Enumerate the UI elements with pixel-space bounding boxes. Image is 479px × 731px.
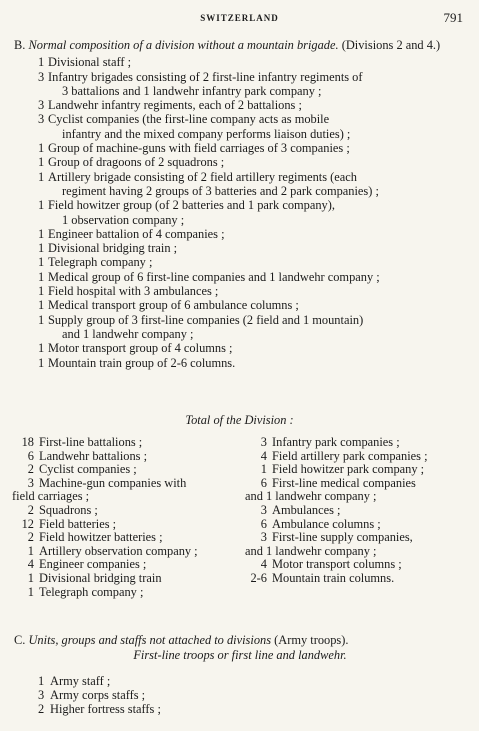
- item-text: Landwehr infantry regiments, each of 2 battalions ;: [48, 98, 302, 113]
- item-number: 3: [38, 688, 45, 702]
- total-row: [12, 518, 238, 532]
- total-row: [12, 572, 238, 586]
- item-text: Field hospital with 3 ambulances ;: [48, 284, 219, 299]
- item-continuation: 3 battalions and 1 landwehr infantry park company ;: [62, 83, 322, 98]
- total-text: Engineer companies ;: [39, 557, 147, 572]
- total-number: 2: [27, 530, 34, 545]
- total-number: 3: [260, 435, 267, 449]
- total-right-column: [245, 436, 471, 586]
- army-troops-list: [14, 674, 466, 716]
- total-text: Field howitzer batteries ;: [39, 530, 163, 545]
- total-text: Telegraph company ;: [39, 584, 144, 599]
- total-row: [245, 504, 471, 518]
- list-item: [14, 112, 466, 126]
- item-text: Group of machine-guns with field carriages of 3 companies ;: [48, 141, 350, 156]
- section-b: [14, 38, 466, 370]
- item-number: 1: [38, 312, 45, 327]
- item-text: Army staff ;: [50, 674, 111, 688]
- total-number: 3: [27, 475, 34, 490]
- total-row: [245, 531, 471, 545]
- item-text: Higher fortress staffs ;: [50, 702, 161, 716]
- list-item: [14, 141, 466, 155]
- item-number: 1: [38, 341, 45, 356]
- total-text: Ambulance columns ;: [272, 516, 381, 531]
- item-text: Divisional bridging train ;: [48, 241, 178, 256]
- total-text: Squadrons ;: [39, 502, 98, 517]
- item-text: Infantry brigades consisting of 2 first-line infantry regiments of: [48, 69, 363, 84]
- list-item: [14, 356, 466, 370]
- section-note: (Divisions 2 and 4.): [341, 38, 441, 52]
- item-text: Group of dragoons of 2 squadrons ;: [48, 155, 225, 170]
- item-number: 2: [38, 702, 45, 716]
- total-text: Artillery observation company ;: [39, 543, 198, 558]
- total-row: [12, 477, 238, 491]
- total-text: Landwehr battalions ;: [39, 448, 148, 463]
- list-item: [14, 70, 466, 84]
- section-subtitle: First-line troops or first line and landwehr.: [133, 648, 347, 662]
- section-c-heading: [14, 633, 466, 647]
- total-number: 2: [27, 502, 34, 517]
- list-item: [14, 98, 466, 112]
- item-number: 1: [38, 674, 45, 688]
- list-item: [14, 702, 466, 716]
- total-row: [245, 450, 471, 464]
- total-text: Mountain train columns.: [272, 570, 395, 585]
- total-number: 3: [260, 502, 267, 517]
- item-continuation: infantry and the mixed company performs liaison duties) ;: [62, 126, 351, 141]
- total-text: First-line supply companies,: [272, 530, 413, 545]
- list-item: [14, 155, 466, 169]
- list-item: [14, 341, 466, 355]
- item-number: 1: [38, 155, 45, 170]
- total-continuation: and 1 landwehr company ;: [245, 489, 377, 504]
- total-number: 6: [27, 448, 34, 463]
- list-item: [14, 688, 466, 702]
- page-number: 791: [443, 10, 463, 25]
- section-c: [14, 633, 466, 716]
- total-row: [12, 545, 238, 559]
- list-item: [14, 298, 466, 312]
- list-item: [14, 313, 466, 327]
- item-text: Medical transport group of 6 ambulance columns ;: [48, 298, 299, 313]
- section-letter: B.: [14, 38, 26, 52]
- section-b-heading: [14, 38, 466, 52]
- item-number: 1: [38, 284, 45, 299]
- total-text: Infantry park companies ;: [272, 435, 400, 449]
- item-continuation: 1 observation company ;: [62, 212, 185, 227]
- item-number: 1: [38, 241, 45, 256]
- total-row: [245, 518, 471, 532]
- item-number: 1: [38, 298, 45, 313]
- item-continuation: regiment having 2 groups of 3 batteries and 2 park companies) ;: [62, 183, 379, 198]
- total-number: 2-6: [250, 570, 267, 585]
- item-text: Divisional staff ;: [48, 55, 132, 70]
- total-row: [12, 450, 238, 464]
- item-number: 1: [38, 198, 45, 213]
- composition-list: [14, 55, 466, 370]
- total-number: 3: [260, 530, 267, 545]
- total-text: First-line medical companies: [272, 475, 416, 490]
- total-number: 1: [27, 584, 34, 599]
- item-text: Mountain train group of 2-6 columns.: [48, 355, 236, 370]
- total-number: 4: [260, 557, 267, 572]
- list-item: [14, 674, 466, 688]
- item-text: Artillery brigade consisting of 2 field artillery regiments (each: [48, 169, 357, 184]
- total-text: Field artillery park companies ;: [272, 448, 428, 463]
- list-item: [14, 241, 466, 255]
- list-item: [14, 255, 466, 269]
- item-number: 1: [38, 269, 45, 284]
- total-row: [245, 477, 471, 491]
- item-text: Cyclist companies (the first-line company acts as mobile: [48, 112, 330, 127]
- list-item: [14, 198, 466, 212]
- total-continuation: and 1 landwehr company ;: [245, 543, 377, 558]
- total-number: 1: [27, 570, 34, 585]
- item-number: 3: [38, 112, 45, 127]
- section-note: (Army troops).: [274, 633, 349, 647]
- total-row: [12, 436, 238, 450]
- list-item: [14, 284, 466, 298]
- item-number: 3: [38, 98, 45, 113]
- total-row: [12, 586, 238, 600]
- total-continuation: field carriages ;: [12, 489, 90, 504]
- total-number: 1: [27, 543, 34, 558]
- list-item: [14, 170, 466, 184]
- item-text: Motor transport group of 4 columns ;: [48, 341, 233, 356]
- total-number: 18: [21, 435, 34, 449]
- total-text: Field howitzer park company ;: [272, 462, 425, 477]
- item-text: Telegraph company ;: [48, 255, 153, 270]
- section-title: Units, groups and staffs not attached to divisions: [28, 633, 272, 647]
- total-number: 4: [27, 557, 34, 572]
- list-item: [14, 55, 466, 69]
- list-item: [14, 270, 466, 284]
- total-row: [245, 436, 471, 450]
- item-text: Supply group of 3 first-line companies (2 field and 1 mountain): [48, 312, 364, 327]
- total-row: [12, 531, 238, 545]
- total-text: Ambulances ;: [272, 502, 341, 517]
- total-row: [245, 572, 471, 586]
- item-text: Army corps staffs ;: [50, 688, 146, 702]
- item-number: 1: [38, 355, 45, 370]
- running-head: SWITZERLAND: [200, 13, 279, 23]
- total-text: Field batteries ;: [39, 516, 117, 531]
- page-header: [0, 10, 479, 28]
- total-text: Divisional bridging train: [39, 570, 162, 585]
- item-text: Medical group of 6 first-line companies and 1 landwehr company ;: [48, 269, 380, 284]
- item-number: 1: [38, 169, 45, 184]
- total-text: Cyclist companies ;: [39, 462, 137, 477]
- section-title: Normal composition of a division without a mountain brigade.: [28, 38, 339, 52]
- total-left-column: [12, 436, 238, 599]
- total-number: 2: [27, 462, 34, 477]
- item-number: 3: [38, 69, 45, 84]
- section-letter: C.: [14, 633, 26, 647]
- item-text: Engineer battalion of 4 companies ;: [48, 226, 225, 241]
- item-number: 1: [38, 55, 45, 70]
- item-text: Field howitzer group (of 2 batteries and 1 park company),: [48, 198, 335, 213]
- total-text: First-line battalions ;: [39, 435, 143, 449]
- item-number: 1: [38, 141, 45, 156]
- total-row: [245, 558, 471, 572]
- total-text: Machine-gun companies with: [39, 475, 187, 490]
- total-text: Motor transport columns ;: [272, 557, 402, 572]
- total-row: [245, 463, 471, 477]
- total-number: 6: [260, 516, 267, 531]
- total-title: Total of the Division :: [185, 413, 294, 427]
- total-row: [12, 463, 238, 477]
- item-number: 1: [38, 226, 45, 241]
- total-number: 4: [260, 448, 267, 463]
- item-number: 1: [38, 255, 45, 270]
- total-number: 1: [260, 462, 267, 477]
- total-number: 12: [21, 516, 34, 531]
- total-row: [12, 504, 238, 518]
- list-item: [14, 227, 466, 241]
- item-continuation: and 1 landwehr company ;: [62, 326, 194, 341]
- total-number: 6: [260, 475, 267, 490]
- total-row: [12, 558, 238, 572]
